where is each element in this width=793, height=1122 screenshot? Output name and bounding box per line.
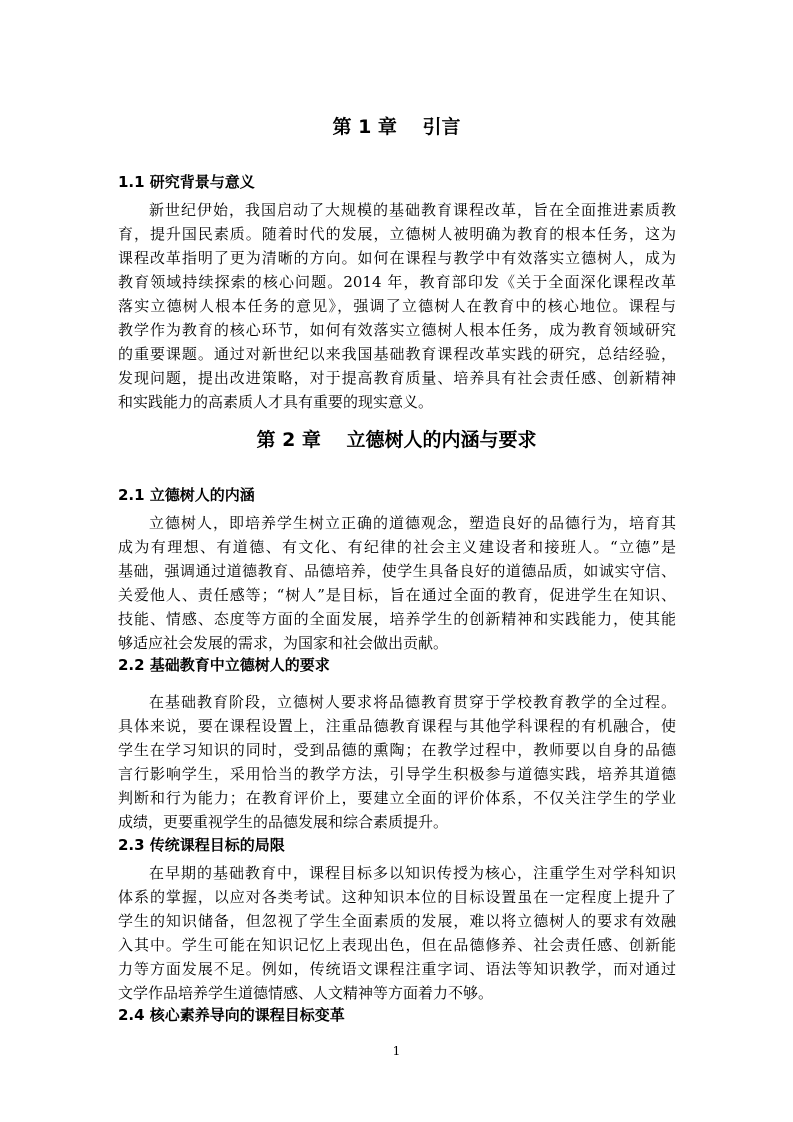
section-2-3-paragraph	[118, 861, 676, 1005]
paragraph-line: 成为有理想、有道德、有文化、有纪律的社会主义建设者和接班人。“立德”是	[118, 538, 676, 556]
paragraph-line: 落实立德树人根本任务的意见》，强调了立德树人在教育中的核心地位。课程与	[118, 297, 676, 315]
paragraph-line: 学生的知识储备，但忽视了学生全面素质的发展，难以将立德树人的要求有效融	[118, 912, 676, 930]
chapter-2-title: 第 2 章 立德树人的内涵与要求	[256, 429, 537, 451]
paragraph-line: 教育领域持续探索的核心问题。2014 年，教育部印发《关于全面深化课程改革	[118, 273, 676, 291]
paragraph-line: 立德树人，即培养学生树立正确的道德观念，塑造良好的品德行为，培育其	[149, 514, 676, 532]
paragraph-line: 力等方面发展不足。例如，传统语文课程注重字词、语法等知识教学，而对通过	[118, 960, 676, 978]
paragraph-line: 体系的掌握，以应对各类考试。这种知识本位的目标设置虽在一定程度上提升了	[118, 888, 676, 906]
paragraph-line: 具体来说，要在课程设置上，注重品德教育课程与其他学科课程的有机融合，使	[118, 717, 676, 735]
paragraph-line: 入其中。学生可能在知识记忆上表现出色，但在品德修养、社会责任感、创新能	[118, 936, 676, 954]
paragraph-line: 在早期的基础教育中，课程目标多以知识传授为核心，注重学生对学科知识	[149, 864, 676, 882]
paragraph-line: 学生在学习知识的同时，受到品德的熏陶；在教学过程中，教师要以自身的品德	[118, 741, 676, 759]
section-2-4-heading: 2.4 核心素养导向的课程目标变革	[118, 1006, 345, 1024]
paragraph-line: 教学作为教育的核心环节，如何有效落实立德树人根本任务，成为教育领域研究	[118, 321, 676, 339]
section-2-2-paragraph	[118, 690, 676, 834]
section-2-1-heading: 2.1 立德树人的内涵	[118, 486, 255, 504]
paragraph-line: 判断和行为能力；在教育评价上，要建立全面的评价体系，不仅关注学生的学业	[118, 789, 676, 807]
paragraph-line: 够适应社会发展的需求，为国家和社会做出贡献。	[118, 634, 449, 652]
paragraph-line: 发现问题，提出改进策略，对于提高教育质量、培养具有社会责任感、创新精神	[118, 369, 676, 387]
paragraph-line: 成绩，更要重视学生的品德发展和综合素质提升。	[118, 813, 449, 831]
page-number: 1	[392, 1044, 401, 1058]
paragraph-line: 育，提升国民素质。随着时代的发展，立德树人被明确为教育的根本任务，这为	[118, 225, 676, 243]
paragraph-line: 基础，强调通过道德教育、品德培养，使学生具备良好的道德品质，如诚实守信、	[118, 562, 676, 580]
section-1-1-paragraph	[118, 198, 676, 414]
chapter-1-title: 第 1 章 引言	[332, 116, 461, 138]
paragraph-line: 在基础教育阶段，立德树人要求将品德教育贯穿于学校教育教学的全过程。	[149, 693, 676, 711]
section-2-2-heading: 2.2 基础教育中立德树人的要求	[118, 656, 330, 674]
paragraph-line: 文学作品培养学生道德情感、人文精神等方面着力不够。	[118, 984, 494, 1002]
paragraph-line: 言行影响学生，采用恰当的教学方法，引导学生积极参与道德实践，培养其道德	[118, 765, 676, 783]
paragraph-line: 关爱他人、责任感等；“树人”是目标，旨在通过全面的教育，促进学生在知识、	[118, 586, 676, 604]
section-1-1-heading: 1.1 研究背景与意义	[118, 173, 255, 191]
section-2-3-heading: 2.3 传统课程目标的局限	[118, 836, 285, 854]
paragraph-line: 和实践能力的高素质人才具有重要的现实意义。	[118, 393, 434, 411]
paragraph-line: 的重要课题。通过对新世纪以来我国基础教育课程改革实践的研究，总结经验，	[118, 345, 676, 363]
paragraph-line: 技能、情感、态度等方面的全面发展，培养学生的创新精神和实践能力，使其能	[118, 610, 676, 628]
section-2-1-paragraph	[118, 511, 676, 655]
paragraph-line: 新世纪伊始，我国启动了大规模的基础教育课程改革，旨在全面推进素质教	[149, 201, 676, 219]
paragraph-line: 课程改革指明了更为清晰的方向。如何在课程与教学中有效落实立德树人，成为	[118, 249, 676, 267]
